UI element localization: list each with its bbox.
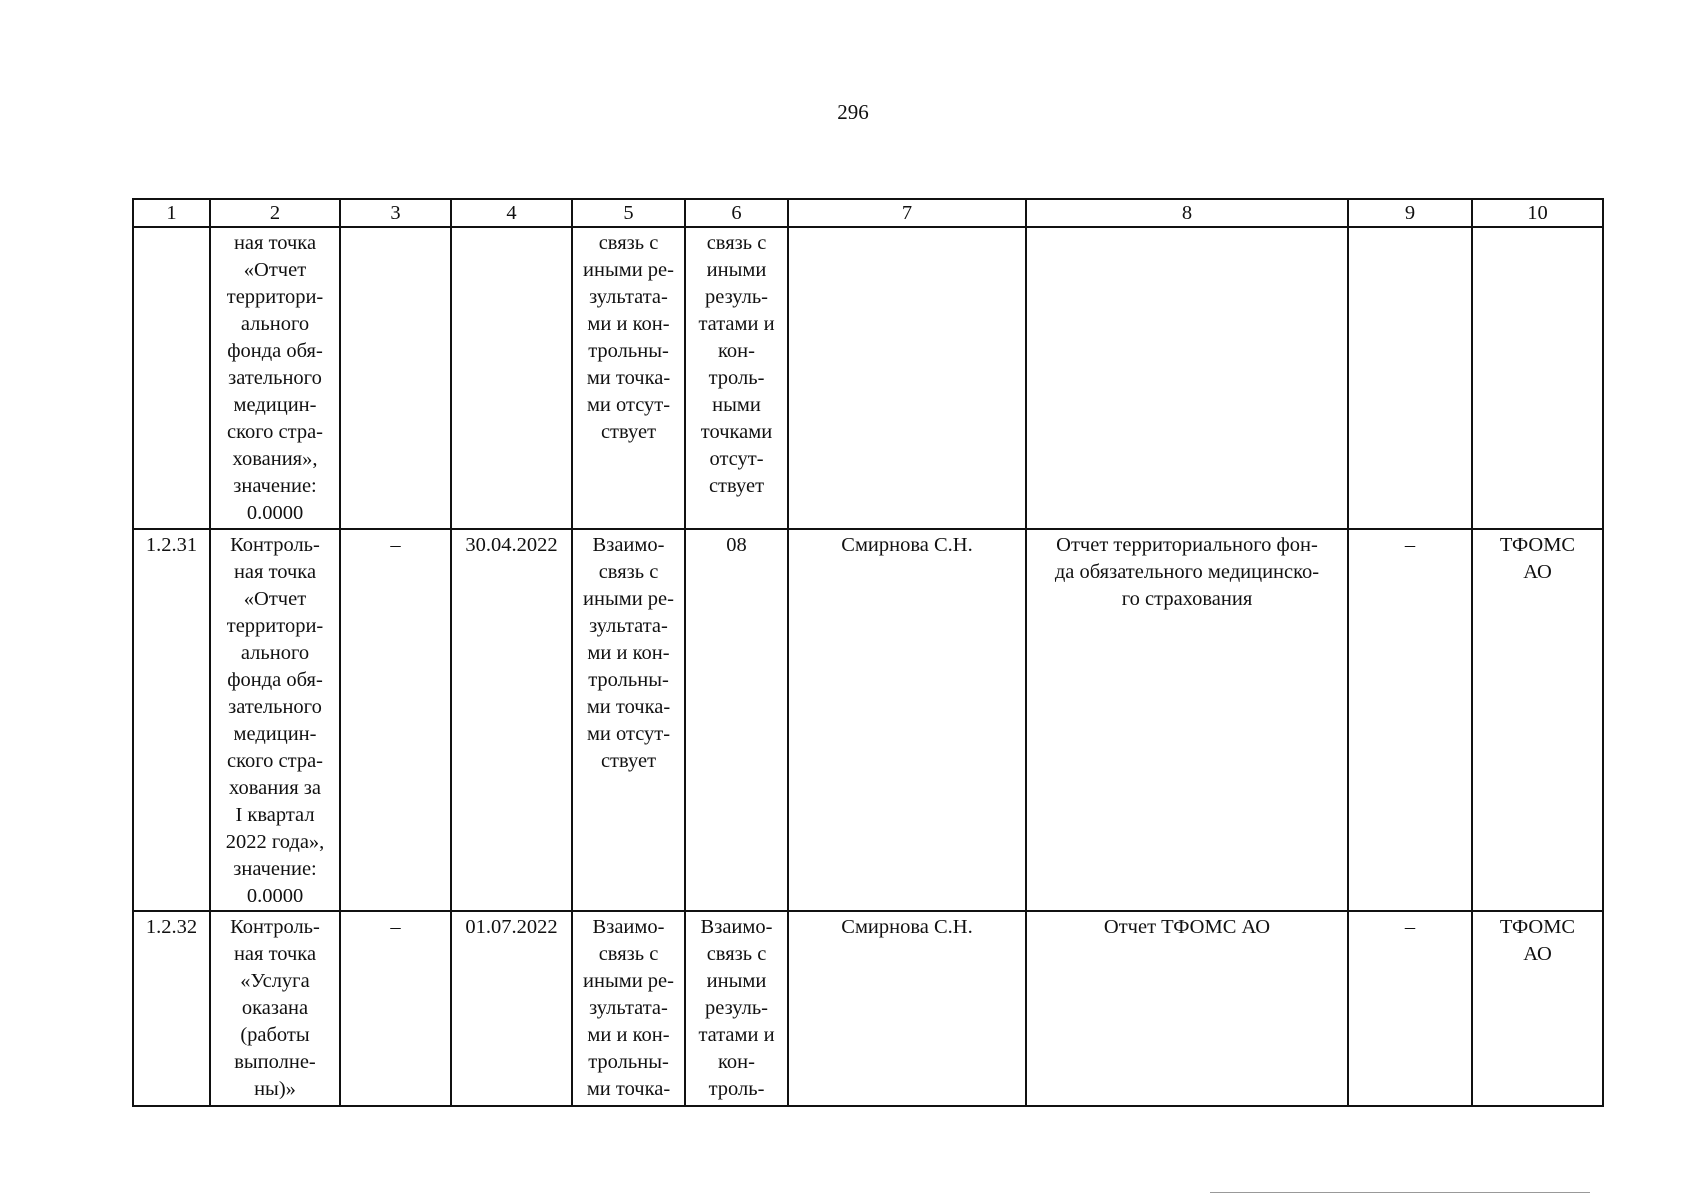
cell-responsible: [788, 911, 1026, 1106]
cell-col9: [1348, 529, 1472, 911]
cell-responsible: [788, 227, 1026, 529]
cell-code: [685, 227, 788, 529]
cell-text: 30.04.2022: [465, 534, 558, 556]
header-col-2: 2: [210, 199, 340, 227]
cell-end-date: [451, 529, 572, 911]
scan-artifact-line: [1210, 1192, 1590, 1193]
cell-text: Отчет ТФОМС АО: [1103, 916, 1271, 938]
cell-code: [685, 911, 788, 1106]
cell-text: 1.2.31: [145, 534, 198, 556]
cell-start-date: [340, 227, 451, 529]
cell-document: [1026, 529, 1348, 911]
header-row: [133, 199, 1603, 227]
header-col-8: 8: [1026, 199, 1348, 227]
cell-start-date: [340, 529, 451, 911]
cell-end-date: [451, 227, 572, 529]
cell-text: Взаимо- связь с иными ре- зультата- ми и кон- трольны- ми точка- ми отсут- ствует: [583, 534, 674, 772]
header-col-7: 7: [788, 199, 1026, 227]
cell-text: 01.07.2022: [465, 916, 558, 938]
header-col-9: 9: [1348, 199, 1472, 227]
cell-text: –: [1404, 534, 1416, 556]
cell-text: 1.2.32: [145, 916, 198, 938]
cell-name: [210, 227, 340, 529]
cell-relation: [572, 529, 685, 911]
cell-relation: [572, 227, 685, 529]
cell-text: Смирнова С.Н.: [841, 916, 973, 938]
cell-number: [133, 911, 210, 1106]
cell-number: [133, 529, 210, 911]
cell-col10: [1472, 911, 1603, 1106]
cell-col10: [1472, 529, 1603, 911]
header-col-6: 6: [685, 199, 788, 227]
cell-text: –: [390, 916, 401, 938]
header-col-4: 4: [451, 199, 572, 227]
table-row: [133, 911, 1603, 1106]
cell-col9: [1348, 227, 1472, 529]
cell-col10: [1472, 227, 1603, 529]
cell-responsible: [788, 529, 1026, 911]
cell-code: [685, 529, 788, 911]
cell-end-date: [451, 911, 572, 1106]
cell-text: Взаимо- связь с иными резуль- татами и кон- троль-: [698, 916, 775, 1100]
header-col-5: 5: [572, 199, 685, 227]
cell-text: 08: [726, 534, 747, 556]
cell-col9: [1348, 911, 1472, 1106]
header-col-3: 3: [340, 199, 451, 227]
data-table: [132, 198, 1604, 1107]
cell-text: Отчет территориального фон- да обязательного медицинско- го страхования: [1054, 534, 1320, 610]
cell-document: [1026, 911, 1348, 1106]
cell-document: [1026, 227, 1348, 529]
cell-text: ТФОМС АО: [1499, 916, 1576, 965]
table-row: [133, 227, 1603, 529]
cell-text: Смирнова С.Н.: [841, 534, 973, 556]
cell-text: –: [390, 534, 401, 556]
cell-name: [210, 529, 340, 911]
cell-text: связь с иными резуль- татами и кон- троль- ными точками отсут- ствует: [698, 232, 775, 497]
cell-text: Взаимо- связь с иными ре- зультата- ми и кон- трольны- ми точка-: [583, 916, 674, 1100]
header-col-10: 10: [1472, 199, 1603, 227]
page-number: 296: [837, 100, 869, 124]
cell-text: связь с иными ре- зультата- ми и кон- трольны- ми точка- ми отсут- ствует: [583, 232, 674, 443]
header-col-1: 1: [133, 199, 210, 227]
cell-relation: [572, 911, 685, 1106]
cell-text: ТФОМС АО: [1499, 534, 1576, 583]
cell-start-date: [340, 911, 451, 1106]
cell-number: [133, 227, 210, 529]
cell-text: –: [1404, 916, 1416, 938]
cell-text: ная точка «Отчет территори- ального фонда обя- зательного медицин- ского стра- хования», значение: 0.0000: [226, 232, 324, 524]
cell-text: Контроль- ная точка «Услуга оказана (работы выполне- ны)»: [230, 916, 320, 1100]
cell-text: Контроль- ная точка «Отчет территори- ального фонда обя- зательного медицин- ского стра- хования за I квартал 2022 года», значение: 0.0000: [225, 534, 325, 907]
cell-name: [210, 911, 340, 1106]
table-row: [133, 529, 1603, 911]
